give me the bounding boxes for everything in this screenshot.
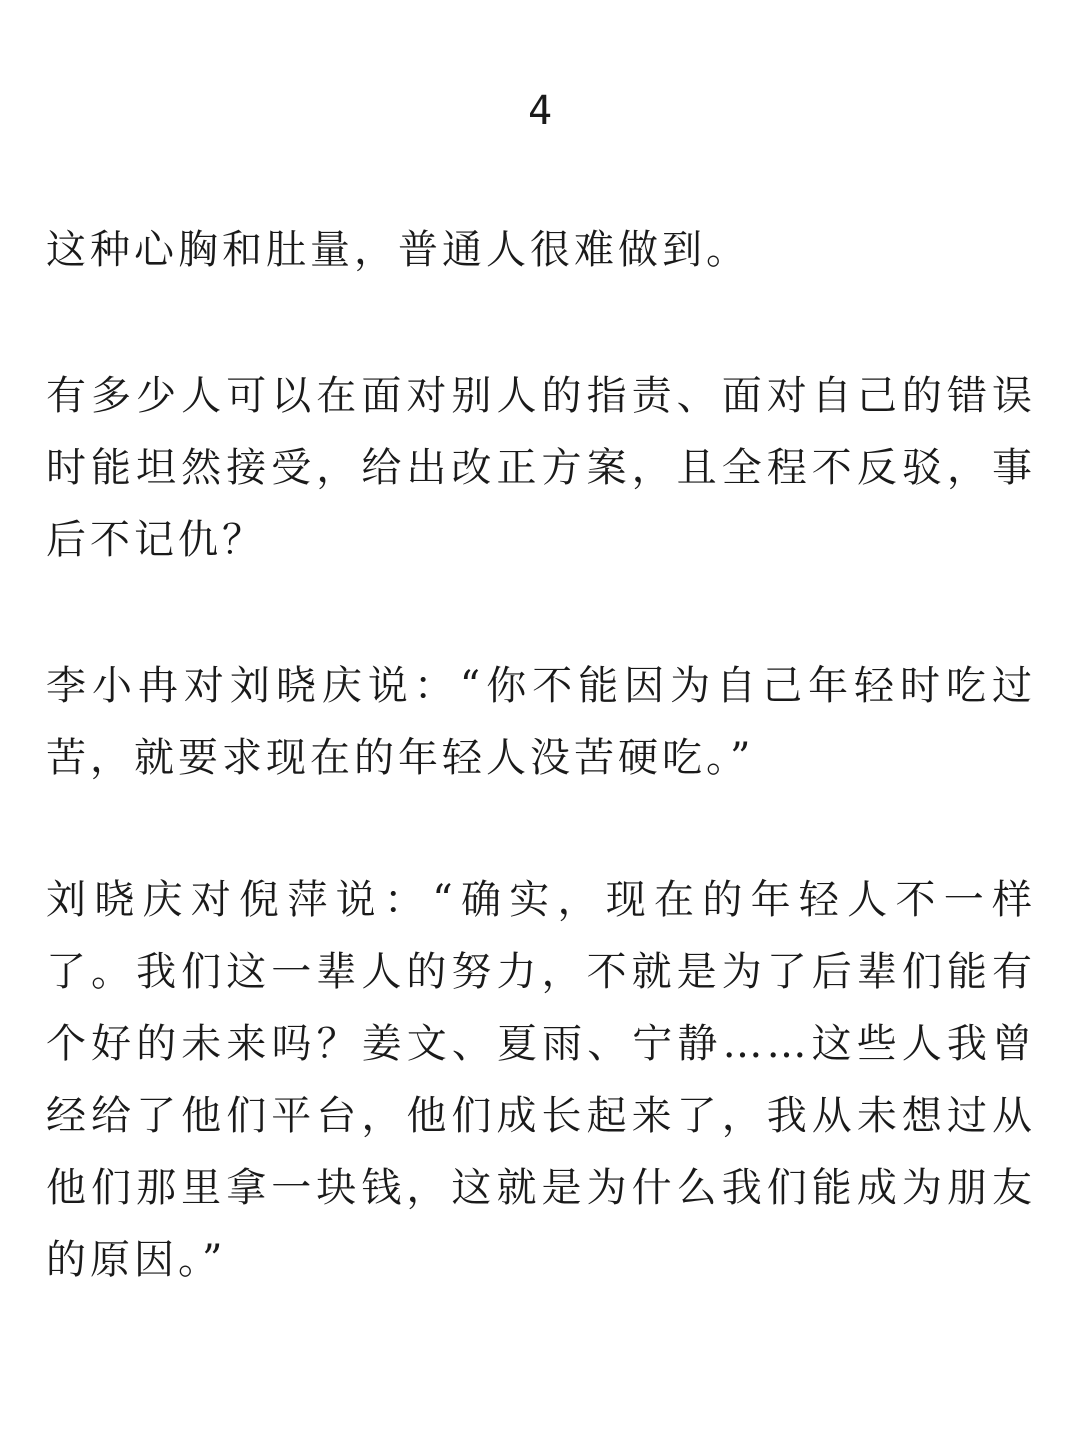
paragraph-4: 刘晓庆对倪萍说：“确实，现在的年轻人不一样了。我们这一辈人的努力，不就是为了后辈们能有个好的未来吗？姜文、夏雨、宁静……这些人我曾经给了他们平台，他们成长起来了，我从未想过从他们那里拿一块钱，这就是为什么我们能成为朋友的原因。” [46, 877, 1036, 1283]
paragraph-3: 李小冉对刘晓庆说：“你不能因为自己年轻时吃过苦，就要求现在的年轻人没苦硬吃。” [46, 663, 1036, 781]
paragraph-1: 这种心胸和肚量，普通人很难做到。 [46, 227, 750, 273]
page-number: 4 [527, 88, 553, 134]
paragraph-2: 有多少人可以在面对别人的指责、面对自己的错误时能坦然接受，给出改正方案，且全程不反驳，事后不记仇？ [46, 373, 1036, 563]
